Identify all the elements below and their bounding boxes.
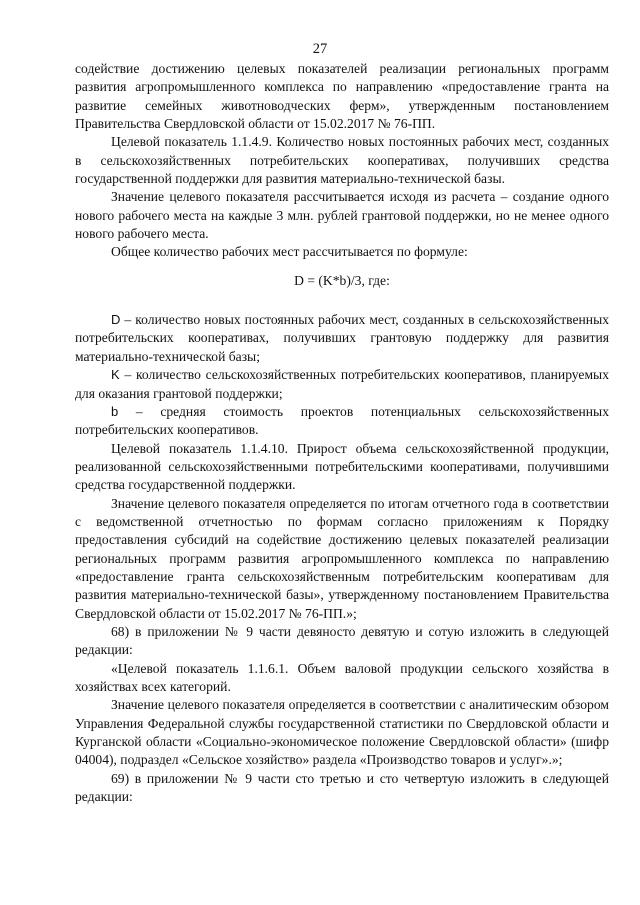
document-body <box>75 60 609 806</box>
definition-text: – количество новых постоянных рабочих мест, созданных в сельскохозяйственных потребительских кооперативах, получивших грантовую поддержку для развития материально-технической базы; <box>75 312 609 364</box>
paragraph: 69) в приложении № 9 части сто третью и сто четвертую изложить в следующей редакции: <box>75 770 609 805</box>
definition-text: – количество сельскохозяйственных потребительских кооперативов, планируемых для оказания грантовой поддержки; <box>75 367 609 401</box>
definition-symbol: D <box>111 312 121 328</box>
definition-symbol: K <box>111 367 120 383</box>
paragraph: 68) в приложении № 9 части девяносто девятую и сотую изложить в следующей редакции: <box>75 623 609 658</box>
paragraph: «Целевой показатель 1.1.6.1. Объем валовой продукции сельского хозяйства в хозяйствах всех категорий. <box>75 660 609 694</box>
paragraph: Значение целевого показателя определяется по итогам отчетного года в соответствии с ведомственной отчетностью по формам согласно приложениям к Порядку предоставления субсидий на содействие достижению целевых показателей реализации региональных программ развития агропромышленного комплекса по направлению «предоставление гранта сельскохозяйственным потребительским кооперативам для развития материально-технической базы», утвержденному постановлением Правительства Свердловской области от 15.02.2017 № 76-ПП.»; <box>75 495 609 621</box>
paragraph: Целевой показатель 1.1.4.9. Количество новых постоянных рабочих мест, созданных в сельскохозяйственных потребительских кооперативах, получивших средства государственной поддержки для развития материально-технической базы. <box>75 134 609 187</box>
paragraph: Целевой показатель 1.1.4.10. Прирост объема сельскохозяйственной продукции, реализованной сельскохозяйственными потребительскими кооперативами, получившими средства государственной поддержки. <box>75 440 609 493</box>
definition-b <box>75 403 609 440</box>
definition-d <box>75 311 609 366</box>
definition-k <box>75 366 609 403</box>
definition-symbol: b <box>111 403 119 419</box>
page-number: 27 <box>312 41 328 57</box>
definition-text: – средняя стоимость проектов потенциальных сельскохозяйственных потребительских кооперативов. <box>75 403 609 438</box>
paragraph: Общее количество рабочих мест рассчитывается по формуле: <box>111 244 468 260</box>
paragraph: Значение целевого показателя рассчитывается исходя из расчета – создание одного нового рабочего места на каждые 3 млн. рублей грантовой поддержки, но не менее одного нового рабочего места. <box>75 189 609 242</box>
formula: D = (K*b)/3, где: <box>294 272 390 288</box>
paragraph: содействие достижению целевых показателей реализации региональных программ развития агропромышленного комплекса по направлению «предоставление гранта на развитие семейных животноводческих ферм», утвержденным постановлением Правительства Свердловской области от 15.02.2017 № 76-ПП. <box>75 61 609 132</box>
paragraph: Значение целевого показателя определяется в соответствии с аналитическим обзором Управления Федеральной службы государственной статистики по Свердловской области и Курганской области «Социально-экономическое положение Свердловской области» (шифр 04004), подраздел «Сельское хозяйство» раздела «Производство товаров и услуг».»; <box>75 697 609 768</box>
